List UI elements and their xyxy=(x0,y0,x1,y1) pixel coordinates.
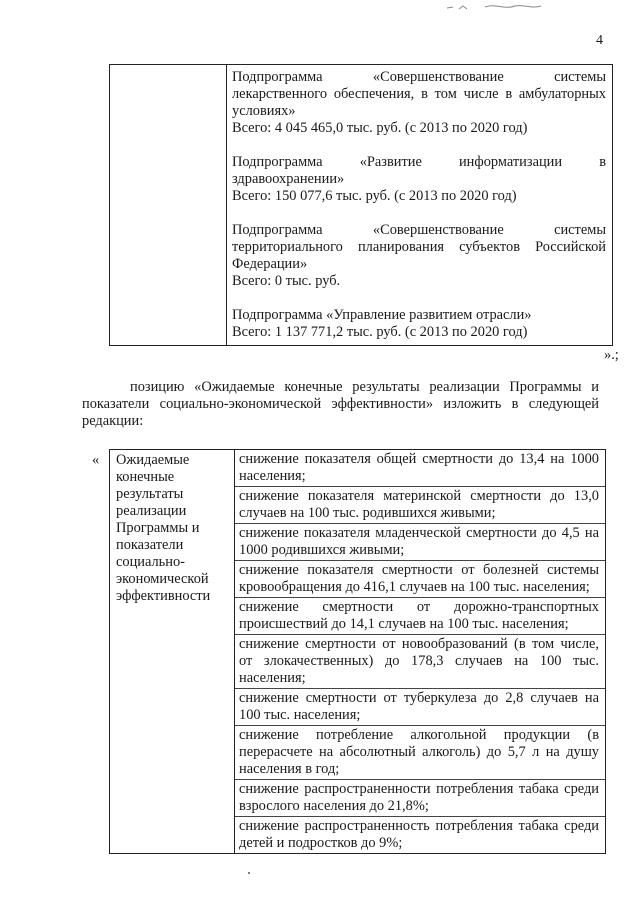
subprogram-total: Всего: 1 137 771,2 тыс. руб. (с 2013 по 2020 год) xyxy=(232,324,528,340)
results-table xyxy=(109,449,606,854)
result-item: снижение потребление алкогольной продукции (в перерасчете на абсолютный алкоголь) до 5,7 л на душу населения в год; xyxy=(235,725,605,779)
page-number: 4 xyxy=(596,33,603,48)
subprogram-total: Всего: 0 тыс. руб. xyxy=(232,273,341,289)
closing-quote-mark: ».; xyxy=(604,347,619,363)
instruction-text: позицию «Ожидаемые конечные результаты реализации Программы и показатели социально-экономической эффективности» изложить в следующей редакции: xyxy=(82,379,599,429)
result-item: снижение распространенность потребления табака среди детей и подростков до 9%; xyxy=(235,816,605,853)
subprogram-title: Подпрограмма «Управление развитием отрасли» xyxy=(232,307,532,323)
result-item: снижение смертности от новообразований (в том числе, от злокачественных) до 178,3 случаев на 100 тыс. населения; xyxy=(235,634,605,688)
subprogram-block xyxy=(232,222,606,290)
result-item: снижение показателя общей смертности до 13,4 на 1000 населения; xyxy=(239,451,599,484)
subprogram-title: Подпрограмма «Развитие информатизации в здравоохранении» xyxy=(232,154,606,187)
result-item: снижение смертности от дорожно-транспортных происшествий до 14,1 случаев на 100 тыс. населения; xyxy=(235,597,605,634)
instruction-paragraph xyxy=(82,379,599,430)
result-item: снижение показателя смертности от болезней системы кровообращения до 416,1 случаев на 100 тыс. населения; xyxy=(235,560,605,597)
subprogram-total: Всего: 150 077,6 тыс. руб. (с 2013 по 2020 год) xyxy=(232,188,517,204)
result-item: снижение смертности от туберкулеза до 2,8 случаев на 100 тыс. населения; xyxy=(235,688,605,725)
results-table-items-cell xyxy=(235,450,606,854)
subprogram-title: Подпрограмма «Совершенствование системы территориального планирования субъектов Российской Федерации» xyxy=(232,222,606,272)
subprogram-total: Всего: 4 045 465,0 тыс. руб. (с 2013 по 2020 год) xyxy=(232,120,528,136)
handwritten-scribble xyxy=(445,0,565,14)
result-item: снижение распространенности потребления табака среди взрослого населения до 21,8%; xyxy=(235,779,605,816)
opening-quote-mark: « xyxy=(92,452,100,468)
scan-speck xyxy=(248,872,250,874)
subprogram-block xyxy=(232,69,606,137)
subprogram-block xyxy=(232,307,606,341)
funding-table-right-cell xyxy=(227,65,613,346)
result-item: снижение показателя младенческой смертности до 4,5 на 1000 родившихся живыми; xyxy=(235,523,605,560)
results-table-label-cell: Ожидаемые конечные результаты реализации Программы и показатели социально-экономической эффективности xyxy=(110,450,235,854)
funding-table-left-cell xyxy=(110,65,227,346)
subprogram-title: Подпрограмма «Совершенствование системы лекарственного обеспечения, в том числе в амбулаторных условиях» xyxy=(232,69,606,119)
result-item: снижение показателя материнской смертности до 13,0 случаев на 100 тыс. родившихся живыми; xyxy=(235,486,605,523)
funding-table xyxy=(109,64,613,346)
subprogram-block xyxy=(232,154,606,205)
